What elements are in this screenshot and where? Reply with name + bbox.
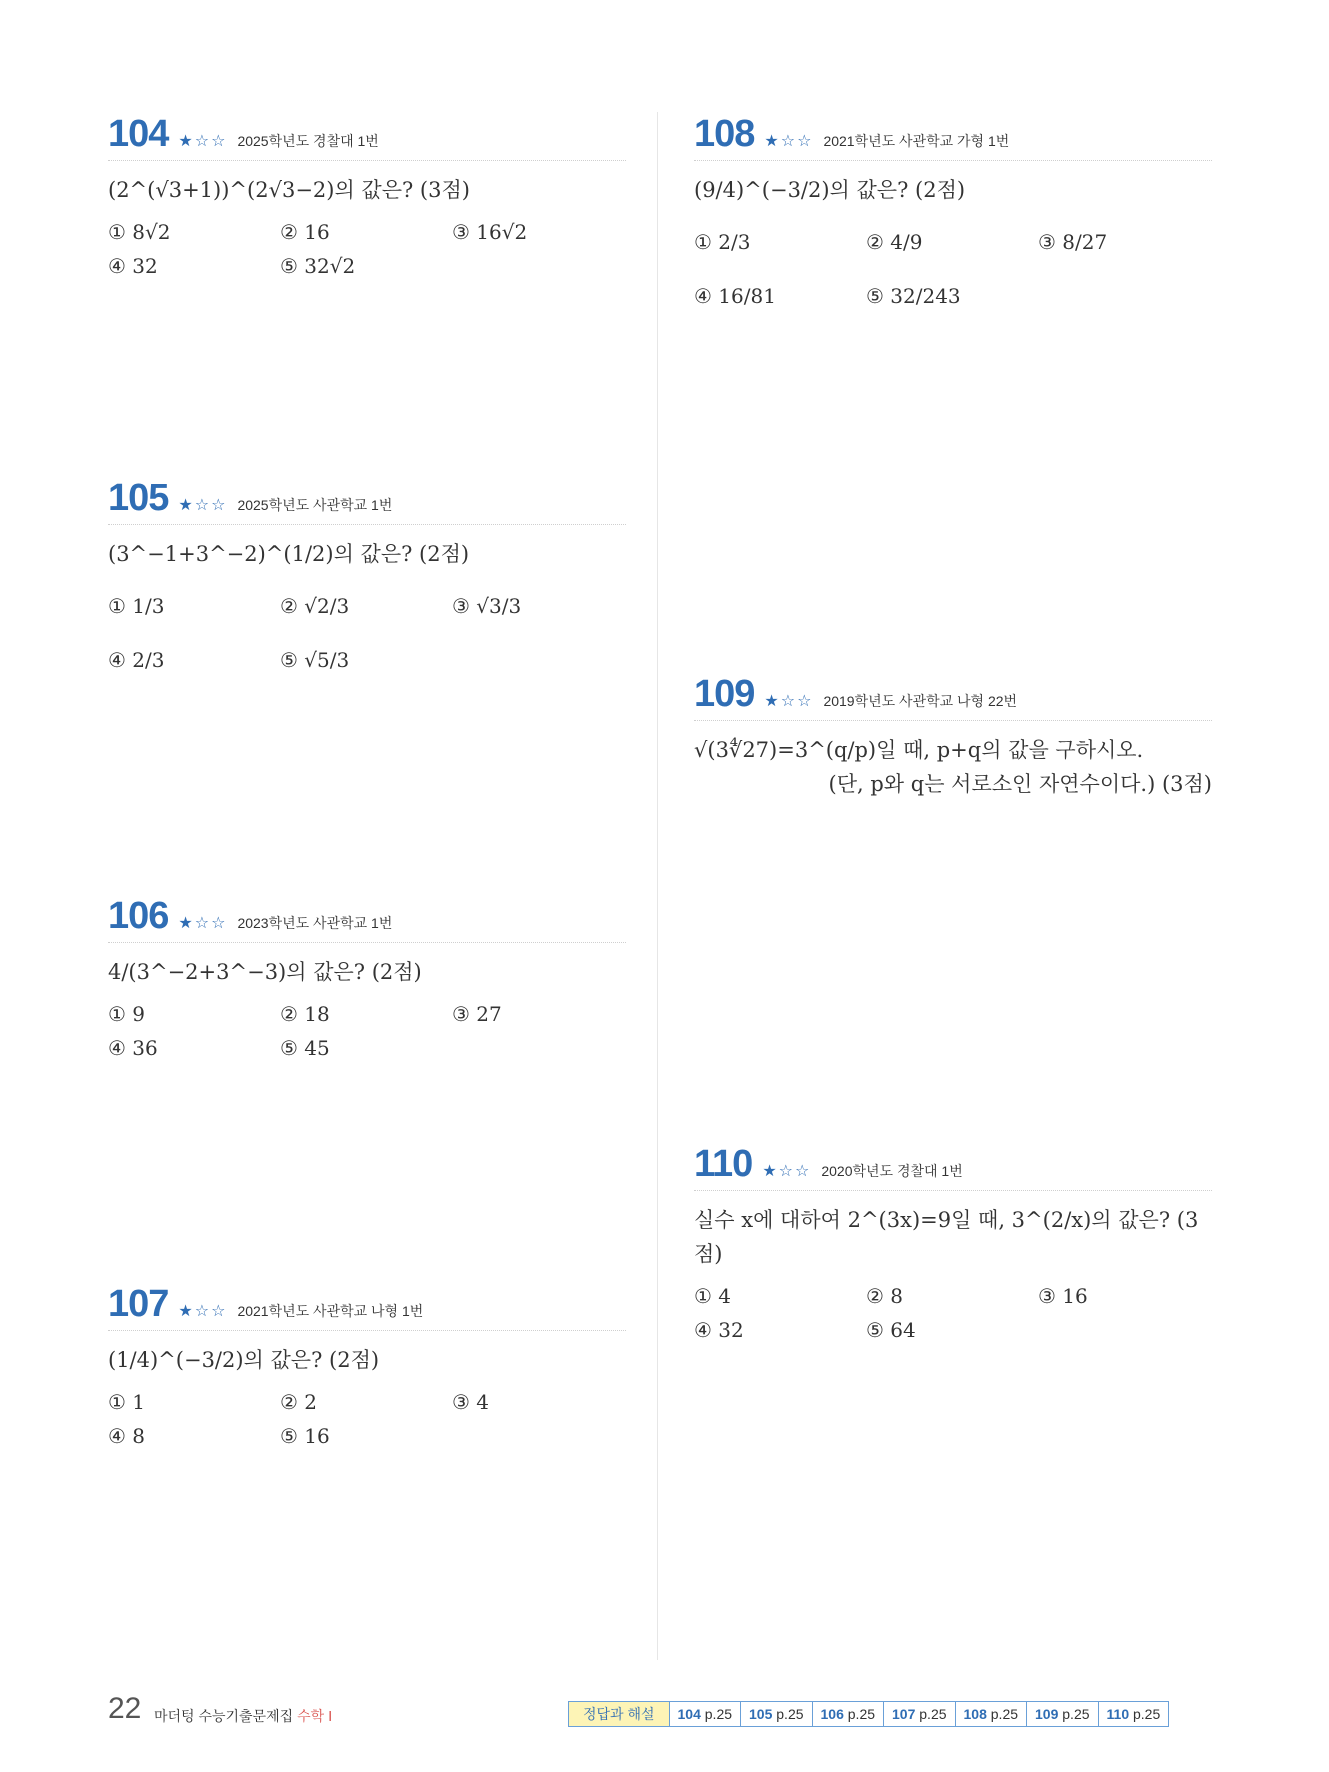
option-3[interactable]: ③ 16√2 — [452, 220, 528, 244]
problem-source: 2023학년도 사관학교 1번 — [237, 915, 393, 931]
option-3[interactable]: ③ 27 — [452, 1002, 502, 1026]
problem-108 — [694, 112, 1212, 323]
subject-label: 수학 Ⅰ — [297, 1708, 333, 1724]
question-text: 4/(3^−2+3^−3)의 값은? (2점) — [108, 960, 422, 984]
option-2[interactable]: ② 2 — [280, 1390, 318, 1414]
problem-header — [108, 476, 626, 525]
problem-number: 108 — [694, 113, 755, 155]
option-1[interactable]: ① 2/3 — [694, 230, 751, 254]
difficulty-stars: ★☆☆ — [764, 131, 814, 150]
difficulty-stars: ★☆☆ — [178, 495, 228, 514]
options — [694, 215, 1212, 323]
option-5[interactable]: ⑤ 32√2 — [280, 254, 356, 278]
problem-number: 106 — [108, 895, 169, 937]
question-note: (단, p와 q는 서로소인 자연수이다.) (3점) — [828, 772, 1212, 796]
option-4[interactable]: ④ 16/81 — [694, 284, 776, 308]
problem-number: 110 — [694, 1143, 753, 1185]
problem-105 — [108, 476, 626, 687]
options — [108, 579, 626, 687]
option-3[interactable]: ③ 16 — [1038, 1284, 1088, 1308]
option-5[interactable]: ⑤ 45 — [280, 1036, 330, 1060]
answer-label: 정답과 해설 — [569, 1702, 670, 1726]
question-text: 실수 x에 대하여 2^(3x)=9일 때, 3^(2/x)의 값은? (3점) — [694, 1208, 1199, 1266]
option-5[interactable]: ⑤ 64 — [866, 1318, 916, 1342]
book-title: 마더텅 수능기출문제집 수학 Ⅰ — [154, 1708, 333, 1724]
option-5[interactable]: ⑤ 32/243 — [866, 284, 961, 308]
question-text: (3^−1+3^−2)^(1/2)의 값은? (2점) — [108, 542, 470, 566]
page-number: 22 — [108, 1692, 142, 1725]
answer-ref[interactable]: 109 p.25 — [1027, 1702, 1099, 1726]
options — [108, 1385, 626, 1453]
problem-110 — [694, 1142, 1212, 1347]
answer-ref[interactable]: 110 p.25 — [1106, 1706, 1161, 1722]
answer-ref[interactable]: 104 p.25 — [670, 1702, 742, 1726]
options — [694, 1279, 1212, 1347]
problem-source: 2025학년도 경찰대 1번 — [237, 133, 379, 149]
problem-header — [108, 894, 626, 943]
answer-ref[interactable]: 107 p.25 — [884, 1702, 956, 1726]
answer-reference-bar — [568, 1701, 1169, 1727]
problem-number: 109 — [694, 673, 755, 715]
difficulty-stars: ★☆☆ — [178, 131, 228, 150]
options — [108, 215, 626, 283]
problem-header — [108, 1282, 626, 1331]
option-2[interactable]: ② 18 — [280, 1002, 330, 1026]
problem-106 — [108, 894, 626, 1065]
option-3[interactable]: ③ 8/27 — [1038, 230, 1108, 254]
problem-source: 2025학년도 사관학교 1번 — [237, 497, 393, 513]
question-text: (9/4)^(−3/2)의 값은? (2점) — [694, 178, 966, 202]
problem-header — [694, 1142, 1212, 1191]
option-1[interactable]: ① 1/3 — [108, 594, 165, 618]
problem-source: 2021학년도 사관학교 나형 1번 — [237, 1303, 424, 1319]
option-2[interactable]: ② 16 — [280, 220, 330, 244]
option-4[interactable]: ④ 2/3 — [108, 648, 165, 672]
option-1[interactable]: ① 8√2 — [108, 220, 171, 244]
problem-header — [694, 112, 1212, 161]
answer-ref[interactable]: 106 p.25 — [813, 1702, 885, 1726]
difficulty-stars: ★☆☆ — [764, 691, 814, 710]
difficulty-stars: ★☆☆ — [178, 913, 228, 932]
answer-ref[interactable]: 108 p.25 — [956, 1702, 1028, 1726]
question-text: (2^(√3+1))^(2√3−2)의 값은? (3점) — [108, 178, 470, 202]
problem-104 — [108, 112, 626, 283]
option-2[interactable]: ② √2/3 — [280, 594, 350, 618]
option-4[interactable]: ④ 32 — [108, 254, 158, 278]
question-text: (1/4)^(−3/2)의 값은? (2점) — [108, 1348, 380, 1372]
question-main: √(3∜27)=3^(q/p)일 때, p+q의 값을 구하시오. — [694, 738, 1144, 762]
problem-source: 2021학년도 사관학교 가형 1번 — [823, 133, 1010, 149]
option-4[interactable]: ④ 8 — [108, 1424, 146, 1448]
problem-source: 2019학년도 사관학교 나형 22번 — [823, 693, 1018, 709]
option-3[interactable]: ③ 4 — [452, 1390, 490, 1414]
option-1[interactable]: ① 9 — [108, 1002, 146, 1026]
problem-header — [108, 112, 626, 161]
options — [108, 997, 626, 1065]
question-text — [694, 733, 1212, 801]
option-5[interactable]: ⑤ √5/3 — [280, 648, 350, 672]
page-footer — [108, 1692, 1208, 1732]
option-1[interactable]: ① 1 — [108, 1390, 146, 1414]
problem-109 — [694, 672, 1212, 801]
option-5[interactable]: ⑤ 16 — [280, 1424, 330, 1448]
option-1[interactable]: ① 4 — [694, 1284, 732, 1308]
option-4[interactable]: ④ 32 — [694, 1318, 744, 1342]
answer-ref[interactable]: 105 p.25 — [741, 1702, 813, 1726]
problem-number: 105 — [108, 477, 169, 519]
option-2[interactable]: ② 4/9 — [866, 230, 923, 254]
column-divider — [657, 112, 658, 1660]
difficulty-stars: ★☆☆ — [178, 1301, 228, 1320]
problem-107 — [108, 1282, 626, 1453]
option-2[interactable]: ② 8 — [866, 1284, 904, 1308]
problem-number: 107 — [108, 1283, 169, 1325]
problem-number: 104 — [108, 113, 169, 155]
problem-header — [694, 672, 1212, 721]
option-4[interactable]: ④ 36 — [108, 1036, 158, 1060]
difficulty-stars: ★☆☆ — [762, 1161, 812, 1180]
option-3[interactable]: ③ √3/3 — [452, 594, 522, 618]
problem-source: 2020학년도 경찰대 1번 — [821, 1163, 963, 1179]
